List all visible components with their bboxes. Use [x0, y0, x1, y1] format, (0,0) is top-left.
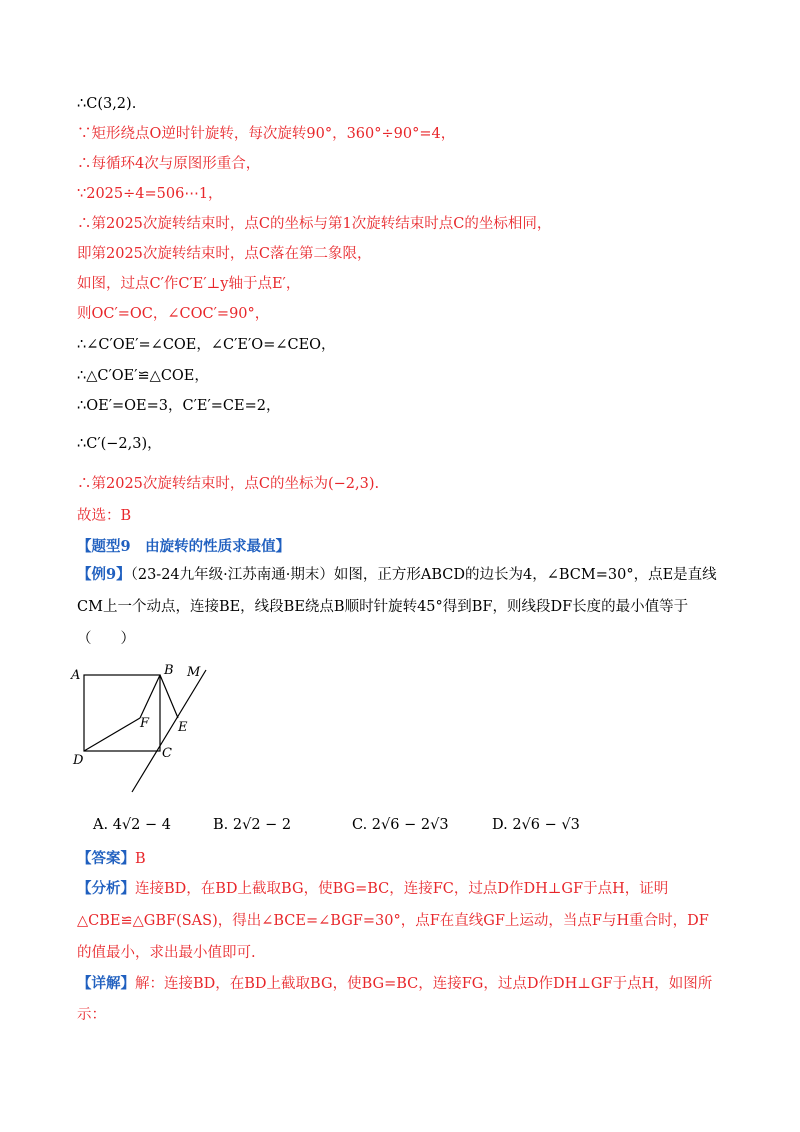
- label-f: F: [140, 716, 150, 731]
- solution-line-8: 则OC′=OC，∠COC′=90°，: [77, 306, 270, 322]
- label-b: B: [164, 663, 174, 678]
- segment-df: [84, 718, 140, 751]
- solution-line-4: ∵2025÷4=506⋯1，: [77, 186, 223, 202]
- option-a[interactable]: A. 4√2 − 4: [93, 817, 171, 833]
- solution-line-13: ∴第2025次旋转结束时，点C的坐标为(−2,3).: [77, 476, 380, 492]
- example-tag: 【例9】: [77, 566, 131, 583]
- section-title: 【题型9 由旋转的性质求最值】: [77, 538, 291, 555]
- label-e: E: [178, 720, 188, 735]
- geometry-figure: [70, 660, 230, 800]
- option-c[interactable]: C. 2√6 − 2√3: [352, 817, 449, 833]
- detail-text-1: 解：连接BD，在BD上截取BG，使BG=BC，连接FG，过点D作DH⊥GF于点H，如图所: [135, 976, 713, 992]
- analysis-tag: 【分析】: [77, 880, 135, 897]
- answer-value: B: [135, 851, 146, 867]
- option-b[interactable]: B. 2√2 − 2: [213, 817, 292, 833]
- solution-line-12: ∴C′(−2,3)，: [77, 436, 162, 452]
- option-d[interactable]: D. 2√6 − √3: [492, 817, 580, 833]
- analysis-text-1: 连接BD，在BD上截取BG，使BG=BC，连接FC，过点D作DH⊥GF于点H，证明: [135, 881, 669, 897]
- solution-line-9: ∴∠C′OE′=∠COE，∠C′E′O=∠CEO，: [77, 337, 336, 353]
- analysis-line-2: △CBE≌△GBF(SAS)，得出∠BCE=∠BGF=30°，点F在直线GF上运动，当点F与H重合时，DF: [77, 913, 709, 929]
- segment-fb: [140, 675, 160, 718]
- segment-be: [160, 675, 178, 718]
- example-line-1: [77, 565, 717, 585]
- answer-tag: 【答案】: [77, 850, 135, 867]
- solution-line-6: 即第2025次旋转结束时，点C落在第二象限，: [77, 246, 372, 262]
- solution-line-11: ∴OE′=OE=3，C′E′=CE=2，: [77, 398, 281, 414]
- square-abcd: [84, 675, 160, 751]
- solution-line-5: ∴第2025次旋转结束时，点C的坐标与第1次旋转结束时点C的坐标相同，: [77, 216, 552, 232]
- label-d: D: [73, 753, 84, 768]
- line-cm: [132, 670, 206, 792]
- solution-line-1: ∴C(3,2).: [77, 96, 137, 112]
- analysis-line-1: [77, 879, 668, 899]
- solution-line-3: ∴每循环4次与原图形重合，: [77, 156, 261, 172]
- example-line-2: CM上一个动点，连接BE，线段BE绕点B顺时针旋转45°得到BF，则线段DF长度的最小值等于: [77, 599, 689, 615]
- detail-line-2: 示：: [77, 1007, 106, 1023]
- label-m: M: [187, 665, 201, 680]
- label-c: C: [162, 746, 172, 761]
- detail-tag: 【详解】: [77, 975, 135, 992]
- solution-line-2: ∵矩形绕点O逆时针旋转，每次旋转90°，360°÷90°=4，: [77, 126, 456, 142]
- solution-line-14: 故选：B: [77, 508, 132, 524]
- example-line-3: （ ）: [77, 631, 135, 647]
- answer-line: [77, 849, 146, 869]
- solution-line-10: ∴△C′OE′≌△COE，: [77, 368, 209, 384]
- example-text-1: （23-24九年级·江苏南通·期末）如图，正方形ABCD的边长为4，∠BCM=30°，点E是直线: [130, 567, 717, 583]
- solution-line-7: 如图，过点C′作C′E′⊥y轴于点E′，: [77, 276, 301, 292]
- detail-line-1: [77, 974, 712, 994]
- analysis-line-3: 的值最小，求出最小值即可.: [77, 945, 256, 961]
- label-a: A: [71, 668, 81, 683]
